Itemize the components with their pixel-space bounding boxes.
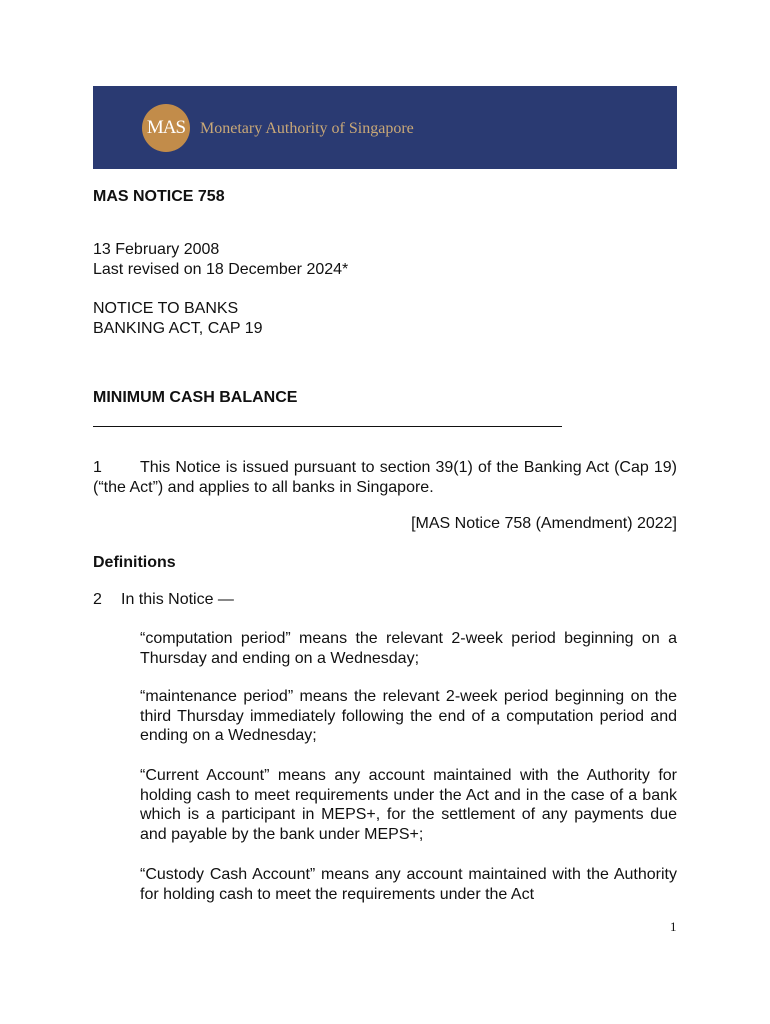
divider (93, 426, 562, 427)
definition-maintenance-period: “maintenance period” means the relevant 2-week period beginning on the third Thursday immediately following the end of a computation period and ending on a Wednesday; (140, 688, 677, 744)
notice-subject: MINIMUM CASH BALANCE (93, 389, 298, 406)
definition-custody-cash-account: “Custody Cash Account” means any account maintained with the Authority for holding cash to meet the requirements under the Act (140, 866, 677, 903)
definition-current-account: “Current Account” means any account maintained with the Authority for holding cash to meet requirements under the Act and in the case of a bank which is a participant in MEPS+, for the settlement of any payments due and payable by the bank under MEPS+; (140, 767, 677, 843)
addressee: NOTICE TO BANKS (93, 300, 239, 317)
definitions-heading: Definitions (93, 554, 176, 571)
paragraph-2 (93, 590, 234, 610)
definition-computation-period: “computation period” means the relevant 2-week period beginning on a Thursday and ending on a Wednesday; (140, 630, 677, 667)
revised-date: Last revised on 18 December 2024* (93, 261, 349, 278)
notice-title: MAS NOTICE 758 (93, 188, 225, 205)
paragraph-text: This Notice is issued pursuant to section 39(1) of the Banking Act (Cap 19) (“the Act”) and applies to all banks in Singapore. (93, 459, 677, 496)
paragraph-1 (93, 458, 677, 498)
paragraph-number: 1 (93, 459, 102, 476)
page-number: 1 (670, 919, 677, 934)
notice-date: 13 February 2008 (93, 241, 220, 258)
paragraph-text: In this Notice — (121, 591, 234, 608)
mas-logo-icon: MAS (142, 104, 190, 152)
paragraph-number: 2 (93, 591, 102, 608)
mas-banner (93, 86, 677, 169)
act-reference: BANKING ACT, CAP 19 (93, 320, 263, 337)
amendment-note: [MAS Notice 758 (Amendment) 2022] (411, 515, 677, 532)
logo-text: Monetary Authority of Singapore (200, 120, 414, 137)
